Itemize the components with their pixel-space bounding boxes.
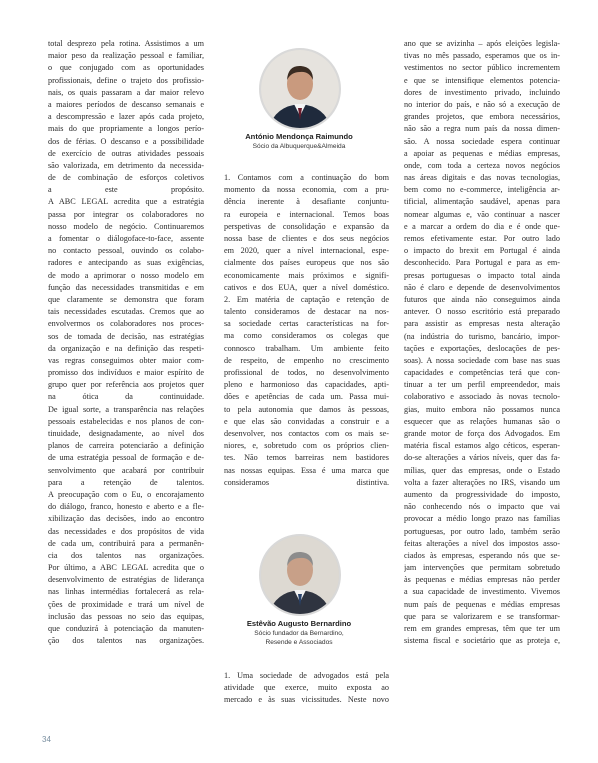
text-line: grupo quer por referência aos projetos quer (48, 380, 204, 390)
text-line: pleno e harmonioso das capacidades, apti- (224, 380, 389, 390)
text-line: passa por integrar os colaboradores no (48, 209, 204, 219)
text-line: talento consideramos de destacar na nos- (224, 307, 389, 317)
text-line: num país de pequenas e médias empresas (404, 599, 560, 609)
text-line: tinuar a ter um perfil empreendedor, mais (404, 380, 560, 390)
text-line: tinuidade, designadamente, ao nível dos (48, 429, 204, 438)
text-line: maior peso da realização pessoal e familiar, (48, 51, 204, 61)
text-line: das necessidades e dos propósitos de vida (48, 526, 204, 536)
text-line: remos efetivamente estar. Por outro lado (404, 234, 560, 243)
text-line: esquecer que as relações humanas são o (404, 416, 560, 426)
text-line: 2. Em matéria de captação e retenção de (224, 294, 389, 304)
text-line: a apoiar as pequenas e médias empresas, (404, 148, 560, 158)
profile-name: António Mendonça Raimundo (245, 132, 353, 141)
text-line: tificial, alimentação saudável, apenas para (404, 197, 560, 207)
text-line: profissional de todos, no desenvolvimento (224, 368, 389, 377)
text-line: niores, e, sobretudo com os próprios clien- (224, 441, 389, 451)
text-line: inclusão das pessoas no seio das equipas, (48, 611, 204, 621)
text-line: nosso modelo de negócio. Continuaremos (48, 221, 204, 231)
text-line: a descompressão e lazer após cada projeto, (48, 112, 204, 122)
text-line: o impacto do brexit em Portugal é ainda (404, 246, 560, 256)
text-line: vestimentos no sector público incrementem (404, 63, 560, 73)
text-line: tais necessidades escutadas. Cremos que ao (48, 307, 204, 317)
text-line: ciados às empresas, esperando nós que se- (404, 550, 560, 560)
text-line: rem em grandes empresas, têm que ter um (404, 624, 560, 633)
text-line: são valorizada, em detrimento da necessida- (48, 160, 204, 170)
text-line: tivas no mês passado, esperamos que os in- (404, 51, 560, 61)
text-line: para a retenção de talentos. (48, 477, 204, 487)
text-line: função das necessidades transmitidas e em (48, 282, 204, 292)
left-column (48, 38, 204, 647)
profile-role: Sócio da Albuquerque&Almeida (252, 143, 346, 150)
text-line: desenvolver, nos contactos com os mais se- (224, 428, 389, 438)
text-line: cativos e dos EUA, quer a nível doméstico. (224, 282, 389, 292)
text-line: aumento da progressividade do imposto, (404, 489, 560, 499)
text-line: de cada um, contribuirá para a permanên- (48, 538, 204, 548)
text-line: no interior do país, e não só a execução de (404, 99, 560, 109)
text-line: de modo a aprimorar o nosso modelo em (48, 270, 204, 280)
text-line: desconhecido. Para Portugal e para as em- (404, 258, 560, 268)
text-line: são. A nossa sociedade espera continuar (404, 136, 560, 146)
text-line: do diálogo, franco, honesto e aberto e a fle- (48, 502, 204, 512)
text-line: portuguesas, por outro lado, também serão (404, 526, 560, 536)
text-line: futuros que ainda não conseguimos ainda (404, 294, 560, 304)
text-line: de de combinação de esforços coletivos (48, 173, 204, 183)
text-line: o que conjugado com as oportunidades (48, 63, 204, 73)
portrait-estevao (259, 534, 341, 616)
text-line: que para se valorizarem e se transformar- (404, 611, 560, 621)
text-line: de uma estratégia pessoal de formação e de- (48, 453, 204, 463)
middle-column-top (224, 172, 389, 489)
caption-antonio (224, 132, 374, 151)
text-line: volta a fazer alterações no IRS, visando um (404, 477, 560, 487)
text-line: provocar a médio longo prazo nas famílias (404, 514, 560, 524)
text-line: de exercício de outras atividades pessoais (48, 148, 204, 158)
profile-role: Sócio fundador da Bernardino, (254, 630, 344, 637)
portrait-antonio (259, 48, 341, 130)
text-line: nas nossas equipas. Essa é uma marca que (224, 465, 389, 475)
text-line: a sua capacidade de investimento. Vivemos (404, 587, 560, 597)
text-line: total desprezo pela rotina. Assistimos a um (48, 39, 204, 48)
text-line: nais, os quais passaram a dar maior relevo (48, 87, 204, 97)
text-line: radores e antecipando as suas exigências, (48, 258, 204, 268)
text-line: grandes projetos, que embora necessários, (404, 112, 560, 122)
text-line: nas linhas intermédias fortalecerá as rela- (48, 587, 204, 597)
text-line: mercado e às suas vicissitudes. Neste novo (224, 695, 389, 705)
text-line: cialmente dos países europeus que nos são (224, 258, 389, 268)
text-line: dões e apetências de cada um. Passa mui- (224, 392, 389, 402)
text-line: dores de investimento privado, incluindo (404, 87, 560, 97)
text-line: 1. Uma sociedade de advogados está pela (224, 671, 389, 680)
right-column (404, 38, 560, 647)
text-line: presas portuguesas o impacto total ainda (404, 270, 560, 280)
text-line: não conhecendo nós o impacto que vai (404, 502, 560, 512)
text-line: perspetivas de consolidação e expansão da (224, 221, 389, 231)
text-line: tações e exportações, deslocações de pes- (404, 343, 560, 353)
text-line: sa sociedade certas características na for- (224, 319, 389, 329)
text-line: planos de carreira potenciarão a definição (48, 441, 204, 451)
text-line: soas). A nossa sociedade com base nas suas (404, 355, 560, 365)
text-line: dência inerente à desafiante conjuntu- (224, 197, 389, 207)
text-line: em 2020, quer a nível internacional, espe- (224, 246, 389, 256)
text-line: cia dos talentos nas organizações. (48, 550, 204, 560)
profile-role: Resende e Associados (265, 639, 333, 646)
text-line: mais do que propriamente a longos perío- (48, 124, 204, 134)
text-line: gias, muito embora não possamos nunca (404, 404, 560, 414)
text-line: envolvermos os colaboradores nos proces- (48, 319, 204, 329)
text-line: que conduzirá à potenciação da manuten- (48, 624, 204, 633)
text-line: promisso dos indivíduos e maior espírito de (48, 368, 204, 378)
text-line: economicamente mais próximos e signifi- (224, 270, 389, 280)
caption-estevao (224, 619, 374, 647)
text-line: nomear algumas e, vão continuar a nascer (404, 209, 560, 219)
text-line: ção dos talentos nas organizações. (48, 636, 204, 646)
text-line: capacidades e competências terá que con- (404, 368, 560, 378)
text-line: não são a regra num país da nossa dimen- (404, 124, 560, 134)
middle-column-bottom (224, 670, 389, 707)
text-line: momento da nossa economia, com a pru- (224, 185, 389, 195)
text-line: a maiores períodos de descanso semanais e (48, 99, 204, 109)
text-line: A ABC LEGAL acredita que a estratégia (48, 197, 204, 207)
text-line: grande motor de força dos Advogados. Em (404, 429, 560, 438)
text-line: e a marcar a ordem do dia e é onde que- (404, 221, 560, 231)
text-line: connosco trabalham. Um ambiente feito (224, 343, 389, 353)
text-line: de respeito, de empenho no crescimento (224, 355, 389, 365)
text-line: bem como no e-commerce, inteligência ar- (404, 185, 560, 195)
text-line: (na indústria do turismo, bancário, impor- (404, 331, 560, 341)
text-line: De igual sorte, a transparência nas relações (48, 404, 204, 414)
text-line: atividade que exerce, muito exposta ao (224, 683, 389, 693)
text-line: feitas alterações a nível dos impostos asso- (404, 538, 560, 548)
text-line: antever. O nosso escritório está preparado (404, 307, 560, 317)
text-line: A preocupação com o Eu, o encorajamento (48, 489, 204, 499)
text-line: na ótica da continuidade. (48, 392, 204, 402)
text-line: ções de proximidade e trará um nível de (48, 599, 204, 609)
text-line: no contacto pessoal, ouvindo os colabo- (48, 246, 204, 256)
text-line: ra europeia e internacional. Temos boas (224, 209, 389, 219)
text-line: sistema fiscal e societário que as proteja e, (404, 636, 560, 646)
text-line: 1. Contamos com a continuação do bom (224, 173, 389, 182)
text-line: nossa base de clientes e dos seus negócios (224, 233, 389, 243)
text-line: mílias, quer das empresas, onde o Estado (404, 465, 560, 475)
text-line: não é claro e depende de desenvolvimentos (404, 282, 560, 292)
text-line: ma como consideramos os colegas que (224, 331, 389, 341)
text-line: senvolvimento que acabará por contribuir (48, 465, 204, 475)
text-line: para assistir as empresas nesta alteração (404, 319, 560, 329)
text-line: sos de tomada de decisão, nas estratégias (48, 331, 204, 341)
text-line: colaborativo e associado às novas tecnolo- (404, 392, 560, 402)
text-line: matéria fiscal estamos algo céticos, esperan- (404, 441, 560, 451)
text-line: tes. Não temos barreiras nem bastidores (224, 453, 389, 463)
profile-name: Estêvão Augusto Bernardino (246, 619, 352, 628)
text-line: jam intervenções que permitam sobretudo (404, 563, 560, 573)
text-line: e que elas são convidadas a construir e a (224, 416, 389, 426)
text-line: xibilização das decisões, indo ao encontro (48, 514, 204, 524)
text-line: to pela autonomia que damos às pessoas, (224, 404, 389, 414)
text-line: às pequenas e médias empresas não perder (404, 575, 560, 585)
text-line: ano que se avizinha – após eleições legisla- (404, 39, 560, 48)
text-line: consideramos distintiva. (224, 477, 389, 487)
text-line: a este propósito. (48, 185, 204, 195)
text-line: onde, com toda a certeza novos negócios (404, 160, 560, 170)
text-line: e que se intensifique elementos potencia- (404, 75, 560, 85)
text-line: nas áreas digitais e das novas tecnologias, (404, 173, 560, 183)
text-line: desenvolvimento de estratégias de liderança (48, 575, 204, 585)
text-line: que claramente se demonstra que foram (48, 294, 204, 304)
text-line: dos de férias. O descanso e a possibilidade (48, 136, 204, 146)
text-line: do-se alterações a vários níveis, quer das fa- (404, 453, 560, 463)
text-line: a fomentar o diálogoface-to-face, assente (48, 234, 204, 243)
page-number: 34 (42, 735, 51, 744)
text-line: da organização e na definição das respeti- (48, 343, 204, 353)
text-line: vas regras conseguimos obter maior com- (48, 355, 204, 365)
text-line: Por último, a ABC LEGAL acredita que o (48, 563, 204, 573)
text-line: profissionais, define o trajeto dos profissio- (48, 75, 204, 85)
text-line: pessoais estabelecidas e nos planos de con- (48, 416, 204, 426)
